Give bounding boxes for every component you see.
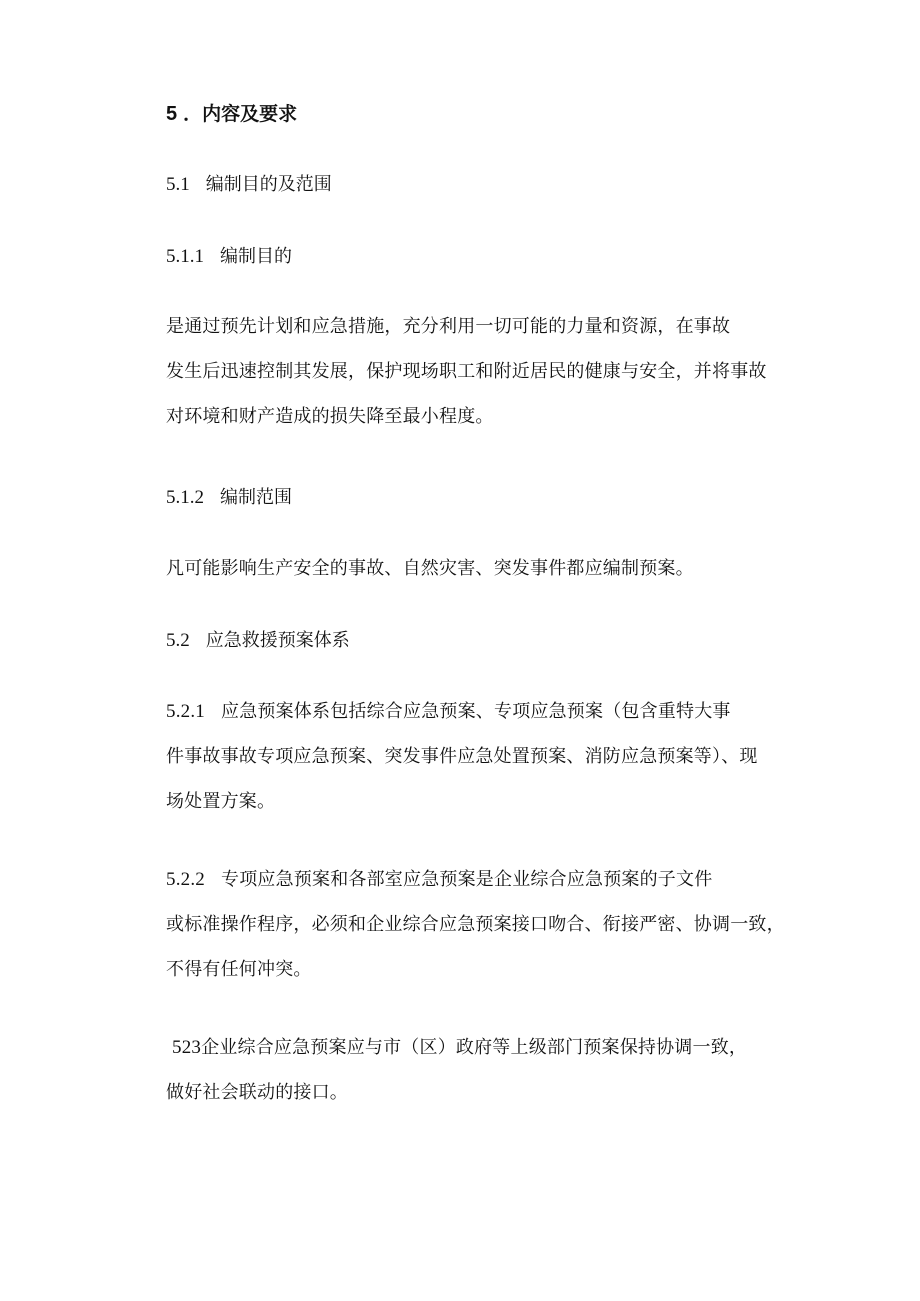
section-5-2-2-paragraph xyxy=(166,857,806,992)
section-5-2-1-number: 5.2.1 xyxy=(166,701,205,722)
section-5-1-1-number: 5.1.1 xyxy=(166,246,204,267)
section-5-number: 5 xyxy=(166,103,178,125)
section-5-heading xyxy=(166,92,806,137)
paragraph-line: 不得有任何冲突。 xyxy=(166,959,312,980)
paragraph-line: 场处置方案。 xyxy=(166,791,276,812)
paragraph-line: 件事故事故专项应急预案、突发事件应急处置预案、消防应急预案等）、现 xyxy=(166,746,758,767)
section-5-2-3-number: 523 xyxy=(172,1037,202,1058)
section-5-1-number: 5.1 xyxy=(166,174,190,195)
section-5-1-2-paragraph: 凡可能影响生产安全的事故、自然灾害、突发事件都应编制预案。 xyxy=(166,558,694,579)
section-5-1-1-paragraph xyxy=(166,304,806,439)
section-5-2-title: 应急救援预案体系 xyxy=(205,630,350,651)
section-5-2-3-paragraph xyxy=(166,1025,806,1115)
section-5-1-1-heading xyxy=(166,234,806,279)
section-5-2-3-text: 企业综合应急预案应与市（区）政府等上级部门预案保持协调一致， xyxy=(201,1037,748,1058)
section-5-2-2-number: 5.2.2 xyxy=(166,869,205,890)
paragraph-line xyxy=(166,857,806,902)
paragraph-line: 是通过预先计划和应急措施，充分利用一切可能的力量和资源，在事故 xyxy=(166,316,731,337)
paragraph-line xyxy=(166,689,806,734)
section-5-2-1-text: 应急预案体系包括综合应急预案、专项应急预案（包含重特大事 xyxy=(221,701,731,722)
section-5-1-1-title: 编制目的 xyxy=(220,246,292,267)
section-5-1-title: 编制目的及范围 xyxy=(205,174,332,195)
section-5-1-2-heading xyxy=(166,475,806,520)
section-5-1-heading xyxy=(166,162,806,207)
section-5-2-heading xyxy=(166,618,806,663)
section-5-2-number: 5.2 xyxy=(166,630,190,651)
section-5-2-1-paragraph xyxy=(166,689,806,824)
section-5-1-2-number: 5.1.2 xyxy=(166,487,204,508)
section-5-2-2-text: 专项应急预案和各部室应急预案是企业综合应急预案的子文件 xyxy=(221,869,713,890)
section-5-title: ．内容及要求 xyxy=(183,103,298,125)
paragraph-line: 或标准操作程序，必须和企业综合应急预案接口吻合、衔接严密、协调一致， xyxy=(166,914,785,935)
paragraph-line: 发生后迅速控制其发展，保护现场职工和附近居民的健康与安全，并将事故 xyxy=(166,361,767,382)
paragraph-line: 对环境和财产造成的损失降至最小程度。 xyxy=(166,406,494,427)
paragraph-line xyxy=(166,1025,806,1070)
paragraph-line: 做好社会联动的接口。 xyxy=(166,1082,348,1103)
section-5-1-2-title: 编制范围 xyxy=(220,487,292,508)
